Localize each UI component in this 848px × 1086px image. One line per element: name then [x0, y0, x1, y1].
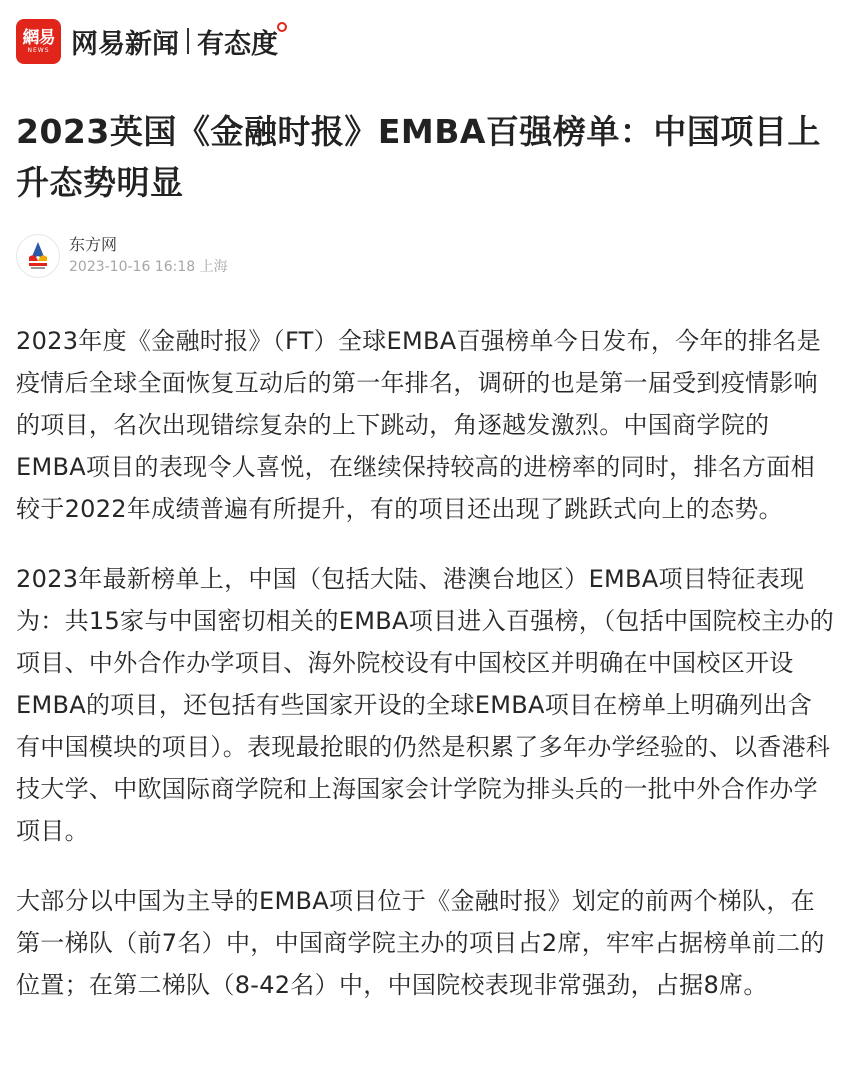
brand-divider	[187, 28, 189, 54]
brand-slogan-text: 有态度	[197, 28, 278, 60]
netease-news-logo[interactable]	[16, 19, 61, 64]
source-meta	[69, 234, 228, 278]
article-source	[16, 234, 228, 278]
article-paragraph: 2023年度《金融时报》（FT）全球EMBA百强榜单今日发布，今年的排名是疫情后全球全面恢复互动后的第一年排名，调研的也是第一届受到疫情影响的项目，名次出现错综复杂的上下跳动，角逐越发激烈。中国商学院的EMBA项目的表现令人喜悦，在继续保持较高的进榜率的同时，排名方面相较于2022年成绩普遍有所提升，有的项目还出现了跳跃式向上的态势。	[16, 327, 821, 523]
brand-name: 网易新闻	[71, 28, 179, 60]
source-logo-icon	[17, 235, 59, 277]
source-avatar[interactable]	[16, 234, 60, 278]
slogan-dot-icon	[277, 22, 287, 32]
publish-time: 2023-10-16 16:18 上海	[69, 259, 228, 275]
article-paragraph: 大部分以中国为主导的EMBA项目位于《金融时报》划定的前两个梯队，在第一梯队（前7名）中，中国商学院主办的项目占2席，牢牢占据榜单前二的位置；在第二梯队（8-42名）中，中国院校表现非常强劲，占据8席。	[16, 887, 825, 999]
logo-text-cn: 網易	[22, 27, 55, 48]
brand-slogan	[197, 22, 278, 61]
article-title: 2023英国《金融时报》EMBA百强榜单：中国项目上升态势明显	[16, 112, 821, 202]
article-paragraph: 2023年最新榜单上，中国（包括大陆、港澳台地区）EMBA项目特征表现为：共15家与中国密切相关的EMBA项目进入百强榜，（包括中国院校主办的项目、中外合作办学项目、海外院校设有中国校区并明确在中国校区开设EMBA的项目，还包括有些国家开设的全球EMBA项目在榜单上明确列出含有中国模块的项目）。表现最抢眼的仍然是积累了多年办学经验的、以香港科技大学、中欧国际商学院和上海国家会计学院为排头兵的一批中外合作办学项目。	[16, 565, 835, 845]
article-body	[16, 320, 836, 1034]
source-name[interactable]: 东方网	[69, 235, 118, 254]
app-header	[16, 18, 278, 64]
logo-text-en: NEWS	[27, 46, 50, 54]
